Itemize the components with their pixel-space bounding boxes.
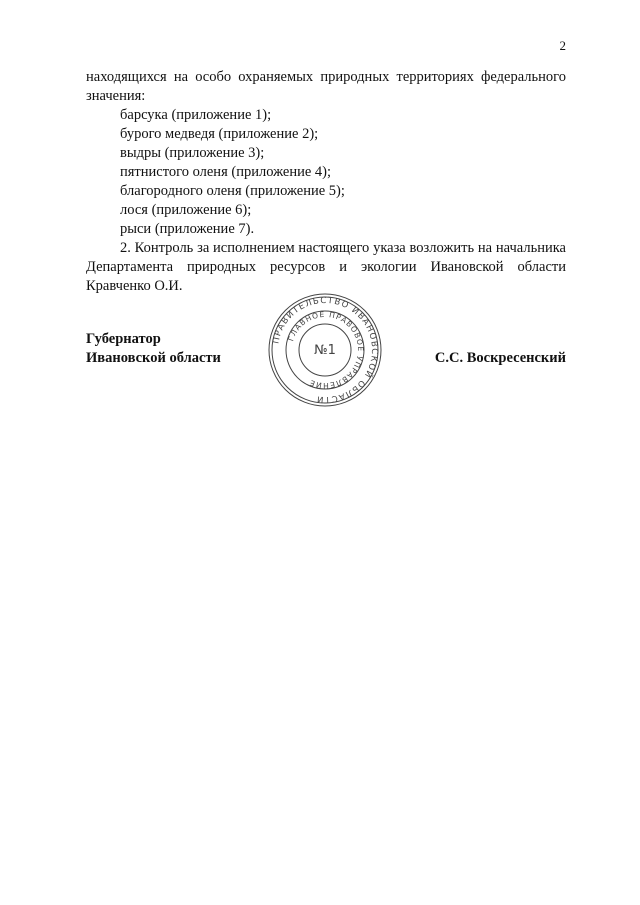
seal-graphic xyxy=(267,292,383,408)
list-item: рыси (приложение 7). xyxy=(120,221,255,237)
list-item: бурого медведя (приложение 2); xyxy=(120,126,319,142)
seal-outer-text: ПРАВИТЕЛЬСТВО ИВАНОВСКОЙ ОБЛАСТИ xyxy=(271,295,380,405)
signatory-name: С.С. Воскресенский xyxy=(434,350,566,366)
page-number: 2 xyxy=(559,38,566,53)
document-body xyxy=(86,68,566,296)
intro-paragraph: находящихся на особо охраняемых природных территориях федерального значения: xyxy=(86,69,566,104)
list-item: барсука (приложение 1); xyxy=(120,107,272,123)
list-item: пятнистого оленя (приложение 4); xyxy=(120,164,332,180)
signatory-title xyxy=(86,330,221,368)
list-item: лося (приложение 6); xyxy=(120,202,252,218)
list-item: выдры (приложение 3); xyxy=(120,145,265,161)
signatory-title-line1: Губернатор xyxy=(86,331,161,347)
seal-center-number: №1 xyxy=(314,343,336,358)
control-paragraph: 2. Контроль за исполнением настоящего указа возложить на начальника Департамента природных ресурсов и экологии Ивановской области Кравченко О.И. xyxy=(86,240,566,294)
animal-list xyxy=(86,106,566,239)
list-item: благородного оленя (приложение 5); xyxy=(120,183,345,199)
seal-inner-text: ГЛАВНОЕ ПРАВОВОЕ УПРАВЛЕНИЕ xyxy=(286,309,366,391)
official-seal xyxy=(267,292,383,408)
signatory-title-line2: Ивановской области xyxy=(86,350,221,366)
